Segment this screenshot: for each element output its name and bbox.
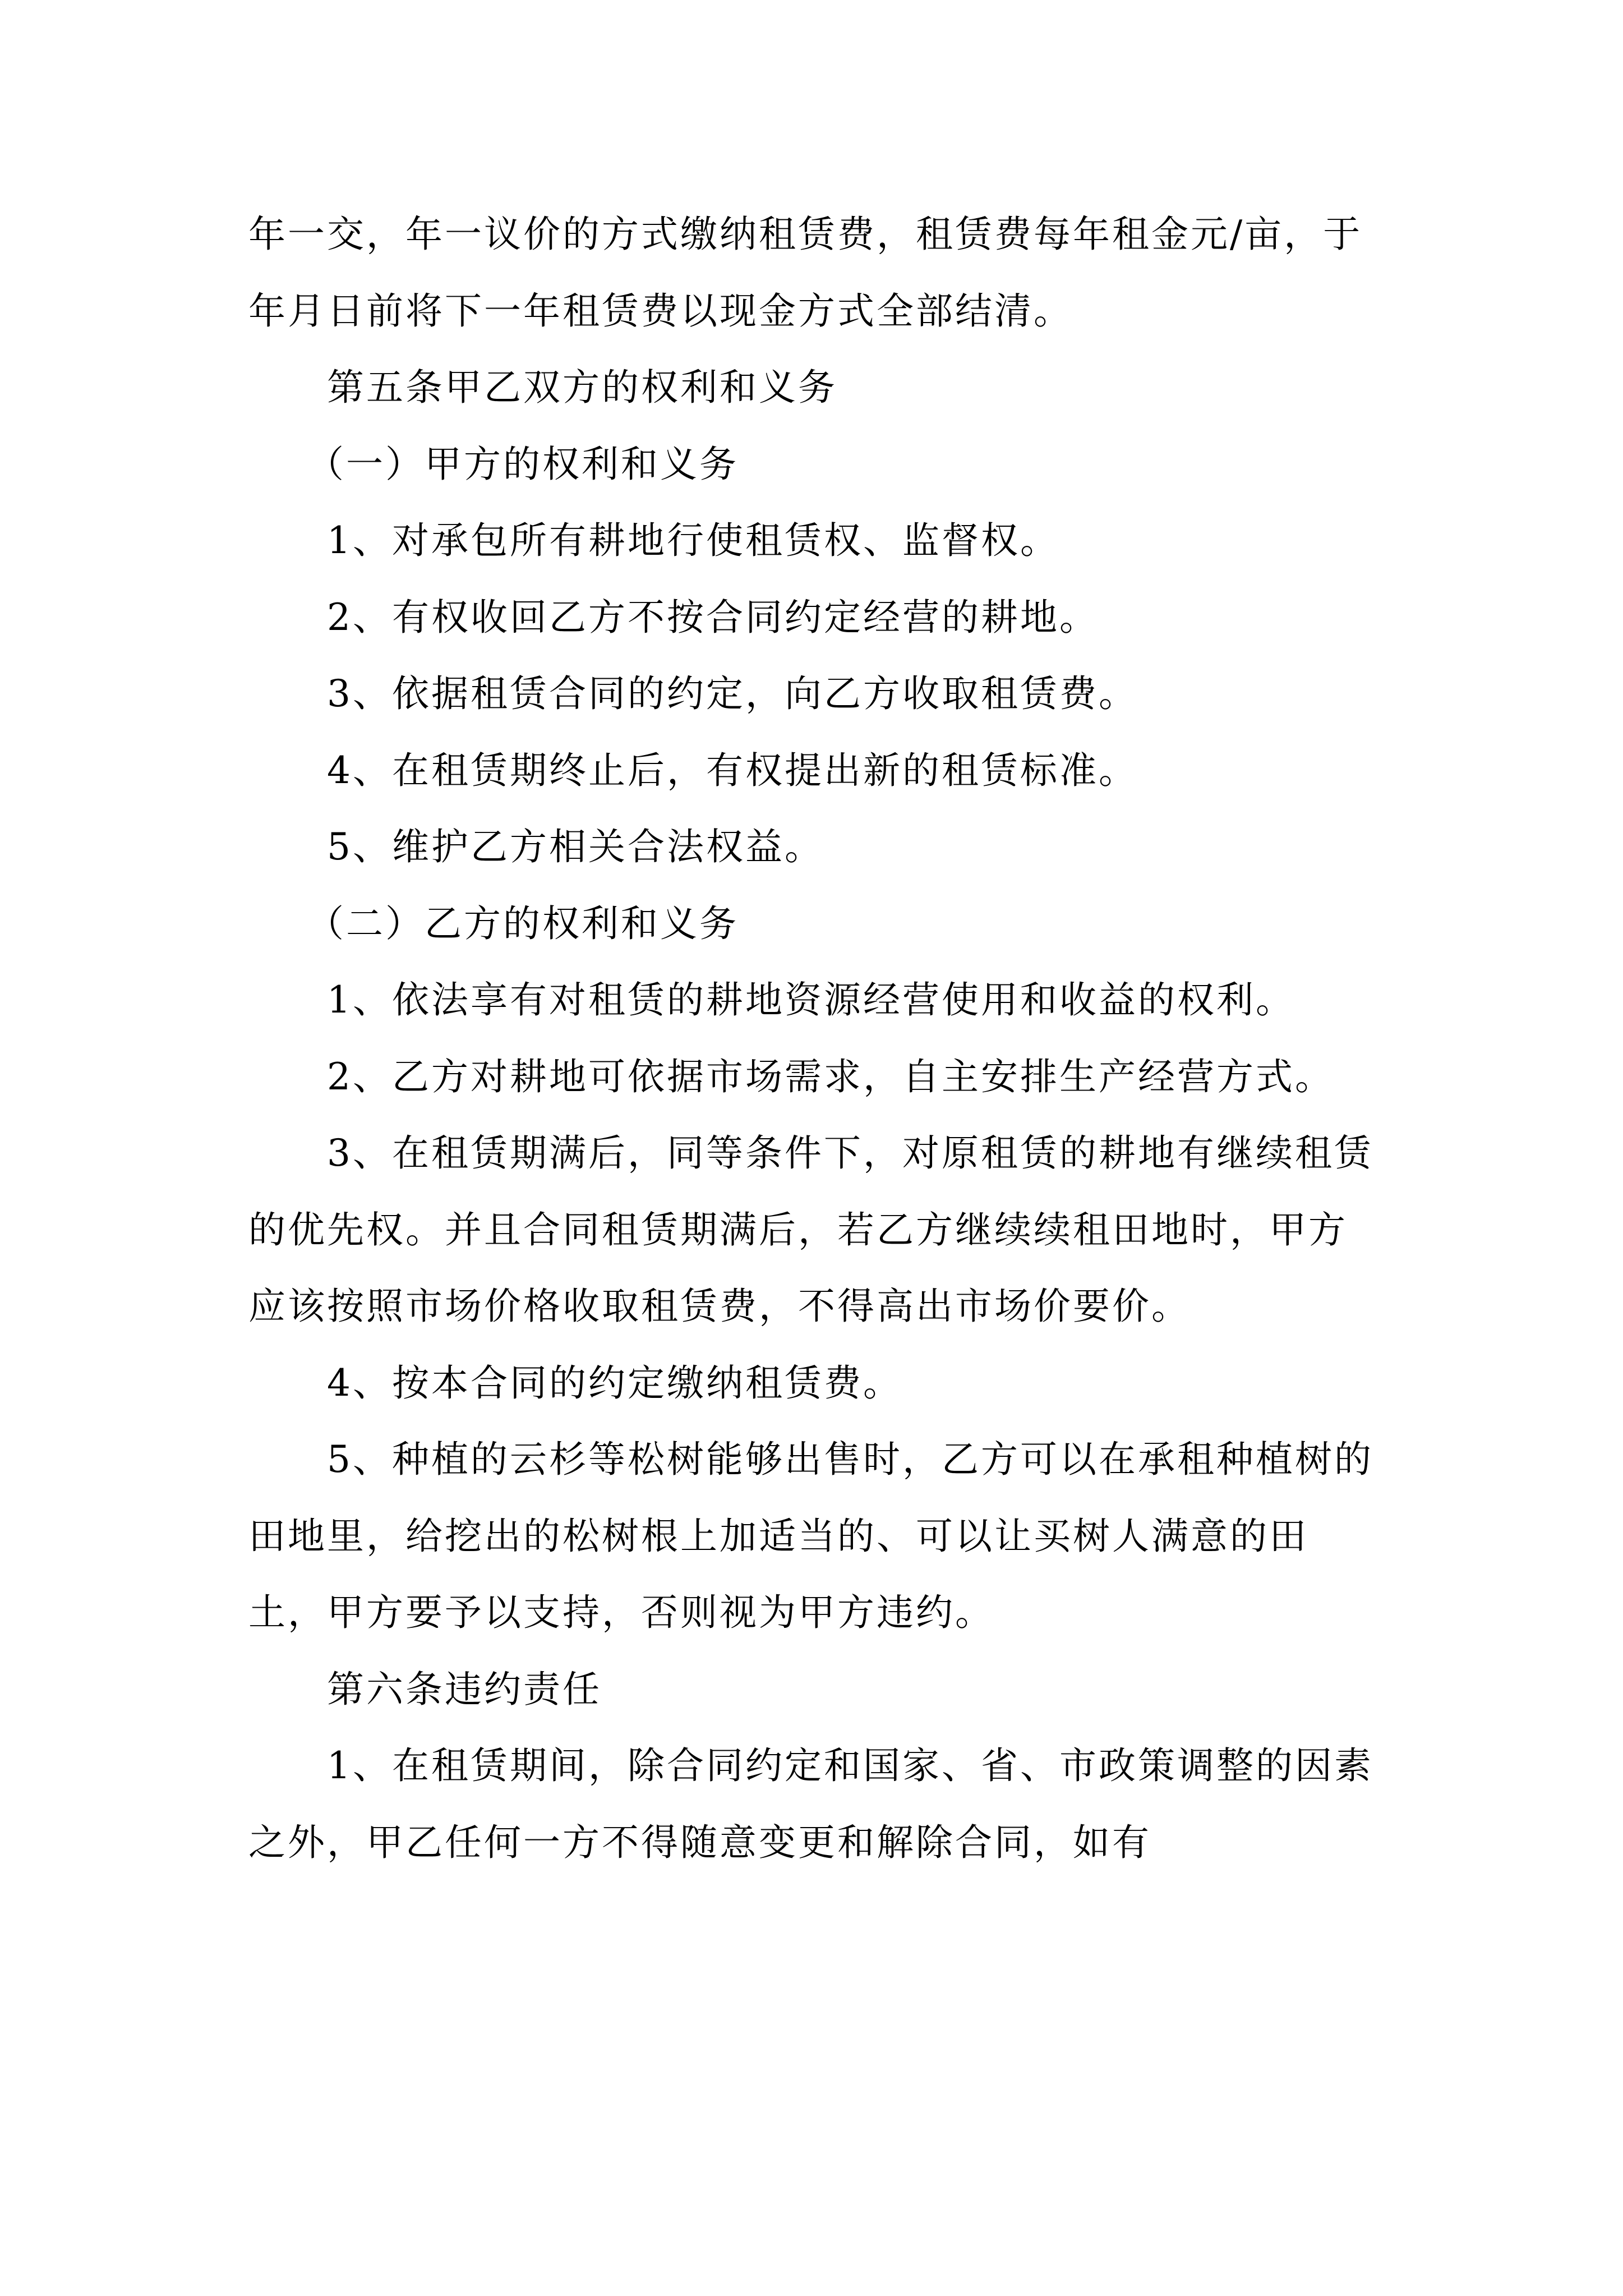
party-b-item-1: 1、依法享有对租赁的耕地资源经营使用和收益的权利。 [327, 978, 1295, 1022]
party-a-item-4: 4、在租赁期终止后，有权提出新的租赁标准。 [327, 748, 1138, 792]
party-b-item-3: 3、在租赁期满后，同等条件下，对原租赁的耕地有继续租赁的优先权。并且合同租赁期满后，若乙方继续续租田地时，甲方应该按照市场价格收取租赁费，不得高出市场价要价。 [248, 1131, 1373, 1328]
party-b-item-4: 4、按本合同的约定缴纳租赁费。 [327, 1361, 902, 1405]
party-a-item-3: 3、依据租赁合同的约定，向乙方收取租赁费。 [327, 672, 1138, 715]
breach-item-1: 1、在租赁期间，除合同约定和国家、省、市政策调整的因素之外，甲乙任何一方不得随意变更和解除合同，如有 [248, 1744, 1373, 1864]
section-party-b-heading: （二）乙方的权利和义务 [307, 901, 739, 945]
paragraph-fee-continued: 年一交，年一议价的方式缴纳租赁费，租赁费每年租金元/亩，于年月日前将下一年租赁费以现金方式全部结清。 [248, 213, 1363, 333]
article-5-heading: 第五条甲乙双方的权利和义务 [327, 366, 837, 409]
article-6-heading: 第六条违约责任 [327, 1667, 602, 1711]
section-party-a-heading: （一）甲方的权利和义务 [307, 442, 739, 486]
party-a-item-1: 1、对承包所有耕地行使租赁权、监督权。 [327, 519, 1059, 562]
party-b-item-2: 2、乙方对耕地可依据市场需求，自主安排生产经营方式。 [327, 1055, 1334, 1098]
party-a-item-2: 2、有权收回乙方不按合同约定经营的耕地。 [327, 595, 1099, 639]
party-b-item-5: 5、种植的云杉等松树能够出售时，乙方可以在承租种植树的田地里，给挖出的松树根上加适当的、可以让买树人满意的田土，甲方要予以支持，否则视为甲方违约。 [248, 1438, 1373, 1634]
document-body [248, 196, 1384, 1881]
party-a-item-5: 5、维护乙方相关合法权益。 [327, 825, 824, 868]
